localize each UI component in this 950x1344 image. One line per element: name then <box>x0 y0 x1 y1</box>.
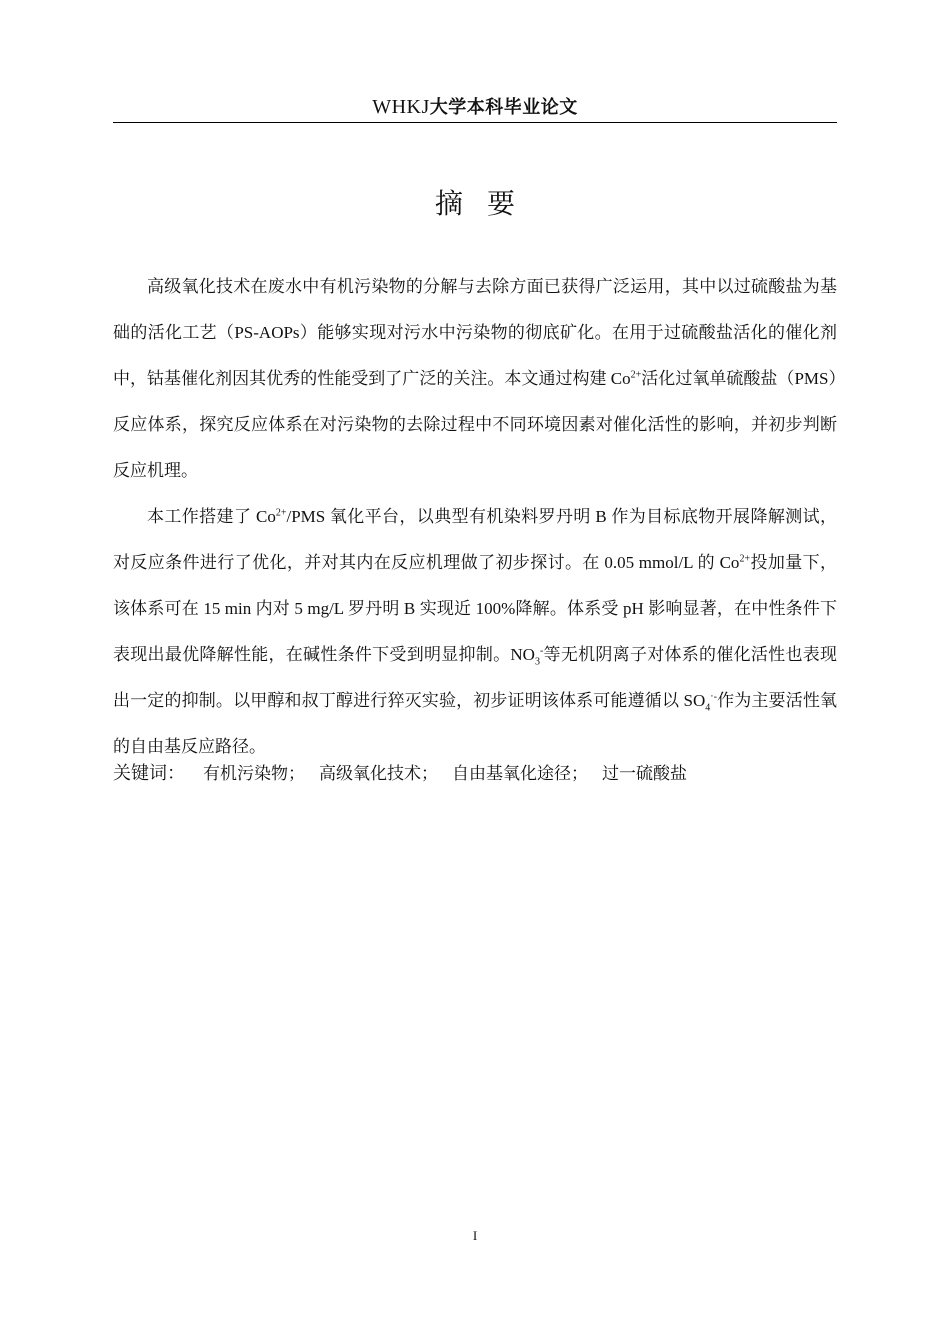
header-latin: WHKJ <box>372 96 430 118</box>
p2-sub-1: 3 <box>534 656 540 668</box>
keyword-item: 有机污染物； <box>203 764 305 783</box>
p2-sup-2: 2+ <box>739 553 751 565</box>
p1-sup: 2+ <box>630 369 642 381</box>
p2-sub-2: 4 <box>705 702 711 714</box>
p2-text-a: 本工作搭建了 Co <box>147 507 276 526</box>
p2-text-e: 作为主要活性氧的自由基反应路径。 <box>113 691 838 756</box>
keywords-label: 关键词： <box>113 763 185 784</box>
keywords-line <box>113 757 837 791</box>
paragraph-2 <box>113 494 837 770</box>
abstract-title: 摘要 <box>434 187 539 220</box>
keyword-item: 过一硫酸盐 <box>602 764 687 783</box>
p1-text-a: 高级氧化技术在废水中有机污染物的分解与去除方面已获得广泛运用，其中以过硫酸盐为基础的活化工艺（PS-AOPs）能够实现对污水中污染物的彻底矿化。在用于过硫酸盐活化的催化剂中，钴基催化剂因其优秀的性能受到了广泛的关注。本文通过构建 Co <box>113 277 837 388</box>
abstract-body <box>113 264 837 770</box>
p2-text-d: 等无机阴离子对体系的催化活性也表现出一定的抑制。以甲醇和叔丁醇进行猝灭实验，初步证明该体系可能遵循以 SO <box>113 645 837 710</box>
keyword-item: 高级氧化技术； <box>319 764 438 783</box>
p2-sup-1: 2+ <box>275 507 287 519</box>
page-number: I <box>472 1228 478 1243</box>
p2-sup-4: ·- <box>710 691 717 703</box>
p2-text-c: 投加量下，该体系可在 15 min 内对 5 mg/L 罗丹明 B 实现近 100%降解。体系受 pH 影响显著，在中性条件下表现出最优降解性能，在碱性条件下受到明显抑制。NO <box>113 553 838 664</box>
paragraph-1 <box>113 264 837 494</box>
keyword-item: 自由基氧化途径； <box>452 764 588 783</box>
p2-sup-3: - <box>539 645 544 657</box>
p1-text-b: 活化过氧单硫酸盐（PMS）反应体系，探究反应体系在对污染物的去除过程中不同环境因素对催化活性的影响，并初步判断反应机理。 <box>113 369 837 480</box>
header-title: 大学本科毕业论文 <box>429 97 578 118</box>
page-header <box>113 94 837 123</box>
p2-text-b: /PMS 氧化平台，以典型有机染料罗丹明 B 作为目标底物开展降解测试，对反应条件进行了优化，并对其内在反应机理做了初步探讨。在 0.05 mmol/L 的 Co <box>113 507 837 572</box>
